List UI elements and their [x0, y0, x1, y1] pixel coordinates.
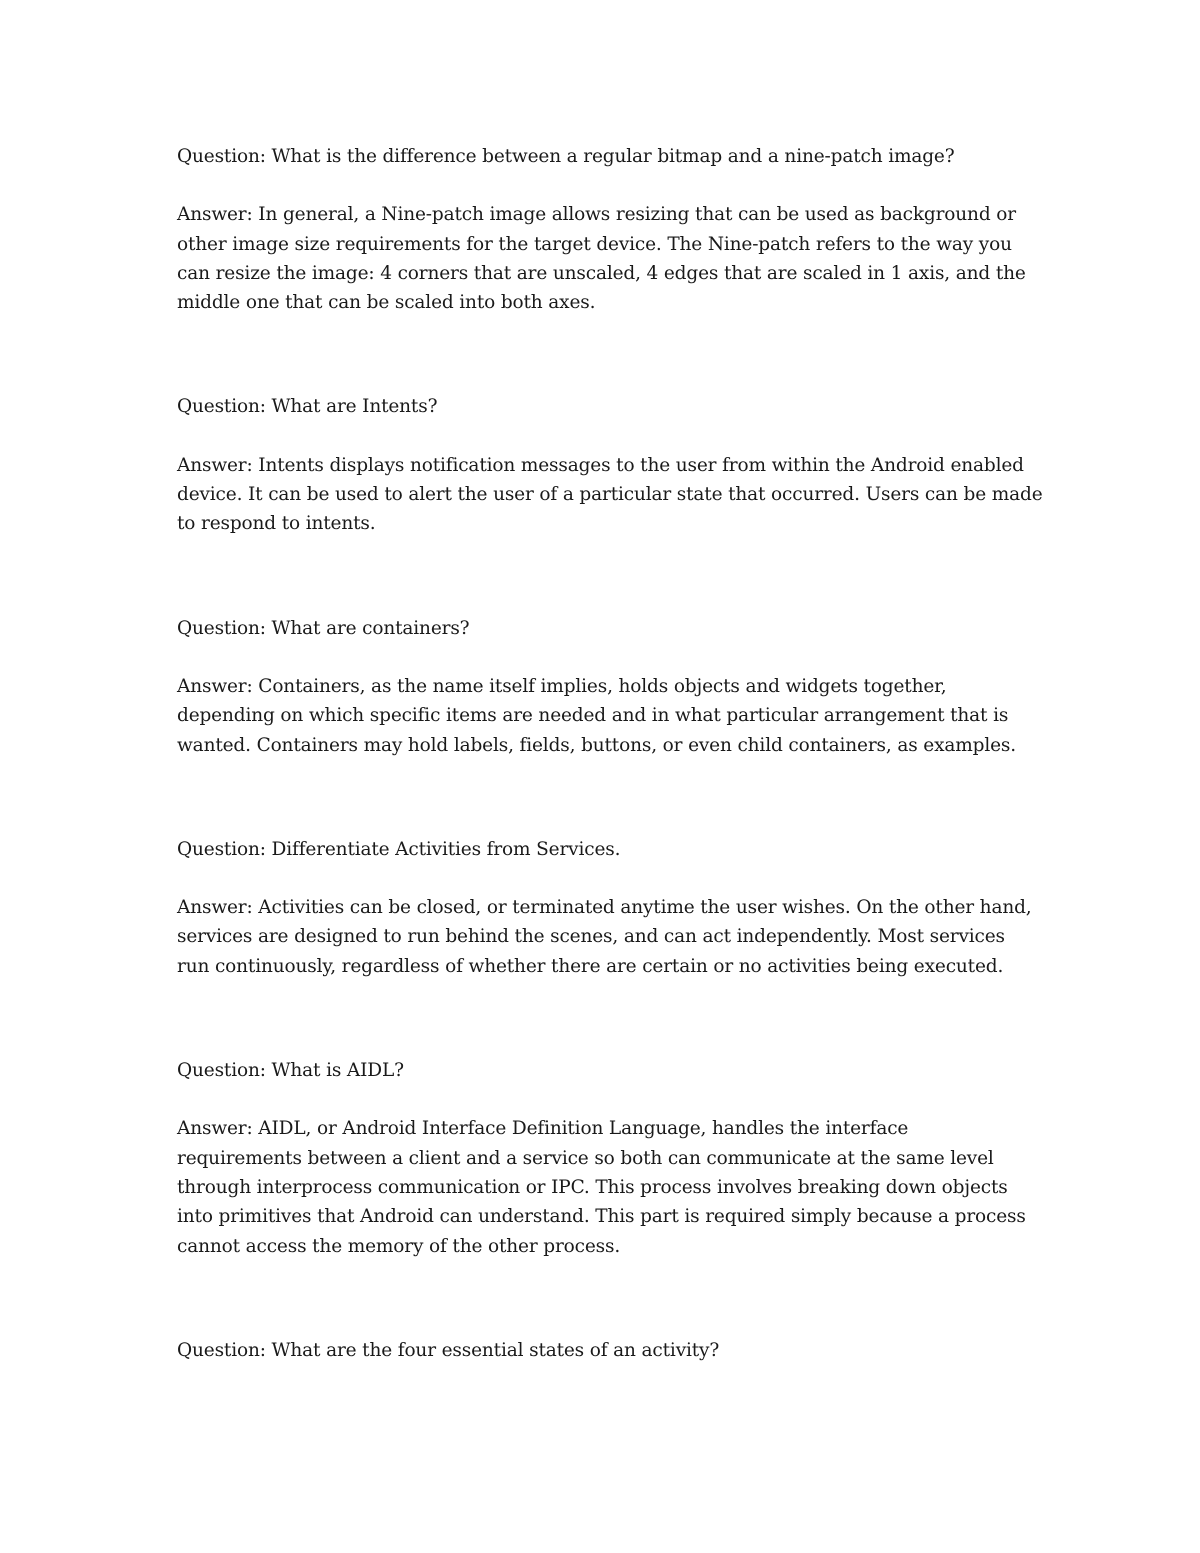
answer-3: [177, 672, 1037, 760]
answer-1-line: can resize the image: 4 corners that are unscaled, 4 edges that are scaled in 1 axis, and the: [177, 262, 1026, 284]
answer-5-line: requirements between a client and a service so both can communicate at the same level: [177, 1147, 994, 1169]
answer-1-line: middle one that can be scaled into both axes.: [177, 292, 596, 314]
answer-5-line: Answer: AIDL, or Android Interface Definition Language, handles the interface: [177, 1118, 909, 1140]
question-6: Question: What are the four essential states of an activity?: [177, 1339, 720, 1361]
answer-2-line: Answer: Intents displays notification messages to the user from within the Android enabled: [177, 454, 1024, 476]
answer-3-line: Answer: Containers, as the name itself implies, holds objects and widgets together,: [177, 675, 947, 697]
answer-1: [177, 200, 1037, 317]
answer-2-line: device. It can be used to alert the user of a particular state that occurred. Users can be made: [177, 484, 1043, 506]
answer-3-line: depending on which specific items are needed and in what particular arrangement that is: [177, 705, 1009, 727]
answer-3-line: wanted. Containers may hold labels, fields, buttons, or even child containers, as examples.: [177, 734, 1016, 756]
answer-1-line: other image size requirements for the target device. The Nine-patch refers to the way you: [177, 233, 1012, 255]
question-4: Question: Differentiate Activities from Services.: [177, 838, 621, 860]
answer-5-line: into primitives that Android can understand. This part is required simply because a process: [177, 1206, 1026, 1228]
question-2: Question: What are Intents?: [177, 396, 438, 418]
answer-1-line: Answer: In general, a Nine-patch image allows resizing that can be used as background or: [177, 204, 1016, 226]
answer-4-line: Answer: Activities can be closed, or terminated anytime the user wishes. On the other hand,: [177, 897, 1032, 919]
question-1: Question: What is the difference between a regular bitmap and a nine-patch image?: [177, 146, 955, 167]
question-5: Question: What is AIDL?: [177, 1060, 404, 1082]
answer-5-line: through interprocess communication or IPC. This process involves breaking down objects: [177, 1176, 1008, 1198]
document-body: [177, 142, 1043, 1365]
answer-4-line: run continuously, regardless of whether there are certain or no activities being executed.: [177, 955, 1004, 977]
answer-5: [177, 1114, 1037, 1260]
answer-2: [177, 451, 1043, 539]
question-3: Question: What are containers?: [177, 617, 470, 639]
answer-2-line: to respond to intents.: [177, 513, 376, 535]
answer-4-line: services are designed to run behind the scenes, and can act independently. Most services: [177, 926, 1005, 948]
answer-5-line: cannot access the memory of the other process.: [177, 1235, 621, 1257]
answer-4: [177, 893, 1037, 981]
